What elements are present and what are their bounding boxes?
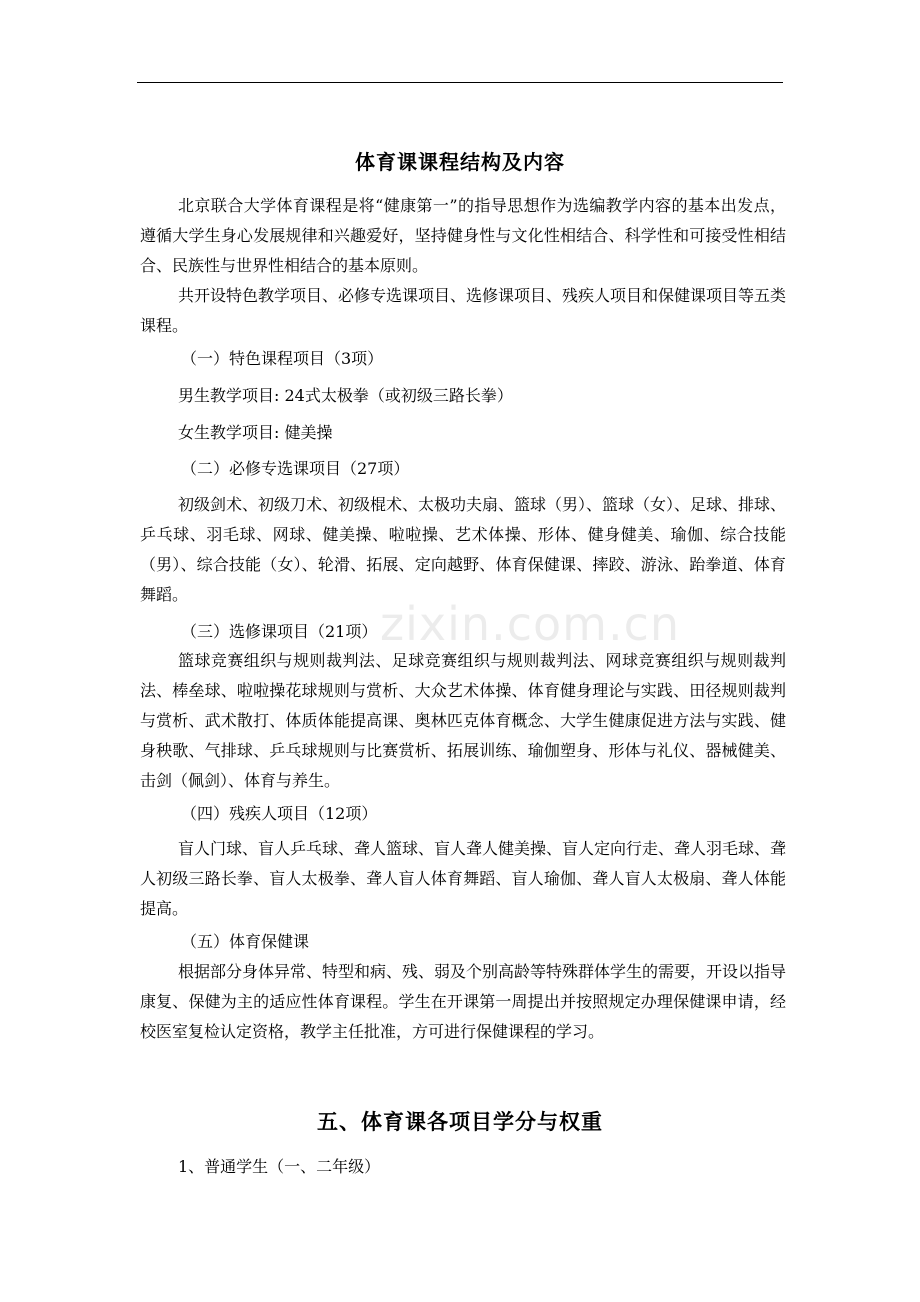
part5-body: 根据部分身体异常、特型和病、残、弱及个别高龄等特殊群体学生的需要，开设以指导康复、保健为主的适应性体育课程。学生在开课第一周提出并按照规定办理保健课申请，经校医室复检认定资格，教学主任批准，方可进行保健课程的学习。 (140, 962, 787, 1041)
part1-heading: （一）特色课程项目（3项） (181, 349, 384, 368)
part2-body: 初级剑术、初级刀术、初级棍术、太极功夫扇、篮球（男）、篮球（女）、足球、排球、乒乓球、羽毛球、网球、健美操、啦啦操、艺术体操、形体、健身健美、瑜伽、综合技能（男）、综合技能（女）、轮滑、拓展、定向越野、体育保健课、摔跤、游泳、跆拳道、体育舞蹈。 (140, 495, 787, 604)
part1-male-item: 男生教学项目: 24式太极拳（或初级三路长拳） (178, 386, 513, 405)
section5-item-1: 1、普通学生（一、二年级） (178, 1157, 381, 1176)
part3-body: 篮球竞赛组织与规则裁判法、足球竞赛组织与规则裁判法、网球竞赛组织与规则裁判法、棒垒球、啦啦操花球规则与赏析、大众艺术体操、体育健身理论与实践、田径规则裁判与赏析、武术散打、体质体能提高课、奥林匹克体育概念、大学生健康促进方法与实践、健身秧歌、气排球、乒乓球规则与比赛赏析、拓展训练、瑜伽塑身、形体与礼仪、器械健美、击剑（佩剑）、体育与养生。 (140, 651, 786, 790)
part5-heading: （五）体育保健课 (181, 932, 310, 951)
watermark: zixin.com.cn (380, 597, 681, 651)
intro-paragraph-1: 北京联合大学体育课程是将“健康第一”的指导思想作为选编教学内容的基本出发点，遵循大学生身心发展规律和兴趣爱好，坚持健身性与文化性相结合、科学性和可接受性相结合、民族性与世界性相结合的基本原则。 (140, 196, 786, 275)
part3-heading: （三）选修课项目（21项） (181, 622, 378, 641)
header-rule (137, 82, 783, 83)
part4-heading: （四）残疾人项目（12项） (181, 804, 378, 823)
section-title: 体育课课程结构及内容 (355, 150, 565, 174)
part2-heading: （二）必修专选课项目（27项） (181, 459, 410, 478)
part4-body: 盲人门球、盲人乒乓球、聋人篮球、盲人聋人健美操、盲人定向行走、聋人羽毛球、聋人初级三路长拳、盲人太极拳、聋人盲人体育舞蹈、盲人瑜伽、聋人盲人太极扇、聋人体能提高。 (140, 839, 787, 918)
section5-title: 五、体育课各项目学分与权重 (317, 1110, 603, 1134)
part1-female-item: 女生教学项目: 健美操 (178, 423, 333, 442)
intro-paragraph-2: 共开设特色教学项目、必修专选课项目、选修课项目、残疾人项目和保健课项目等五类课程。 (140, 286, 787, 335)
